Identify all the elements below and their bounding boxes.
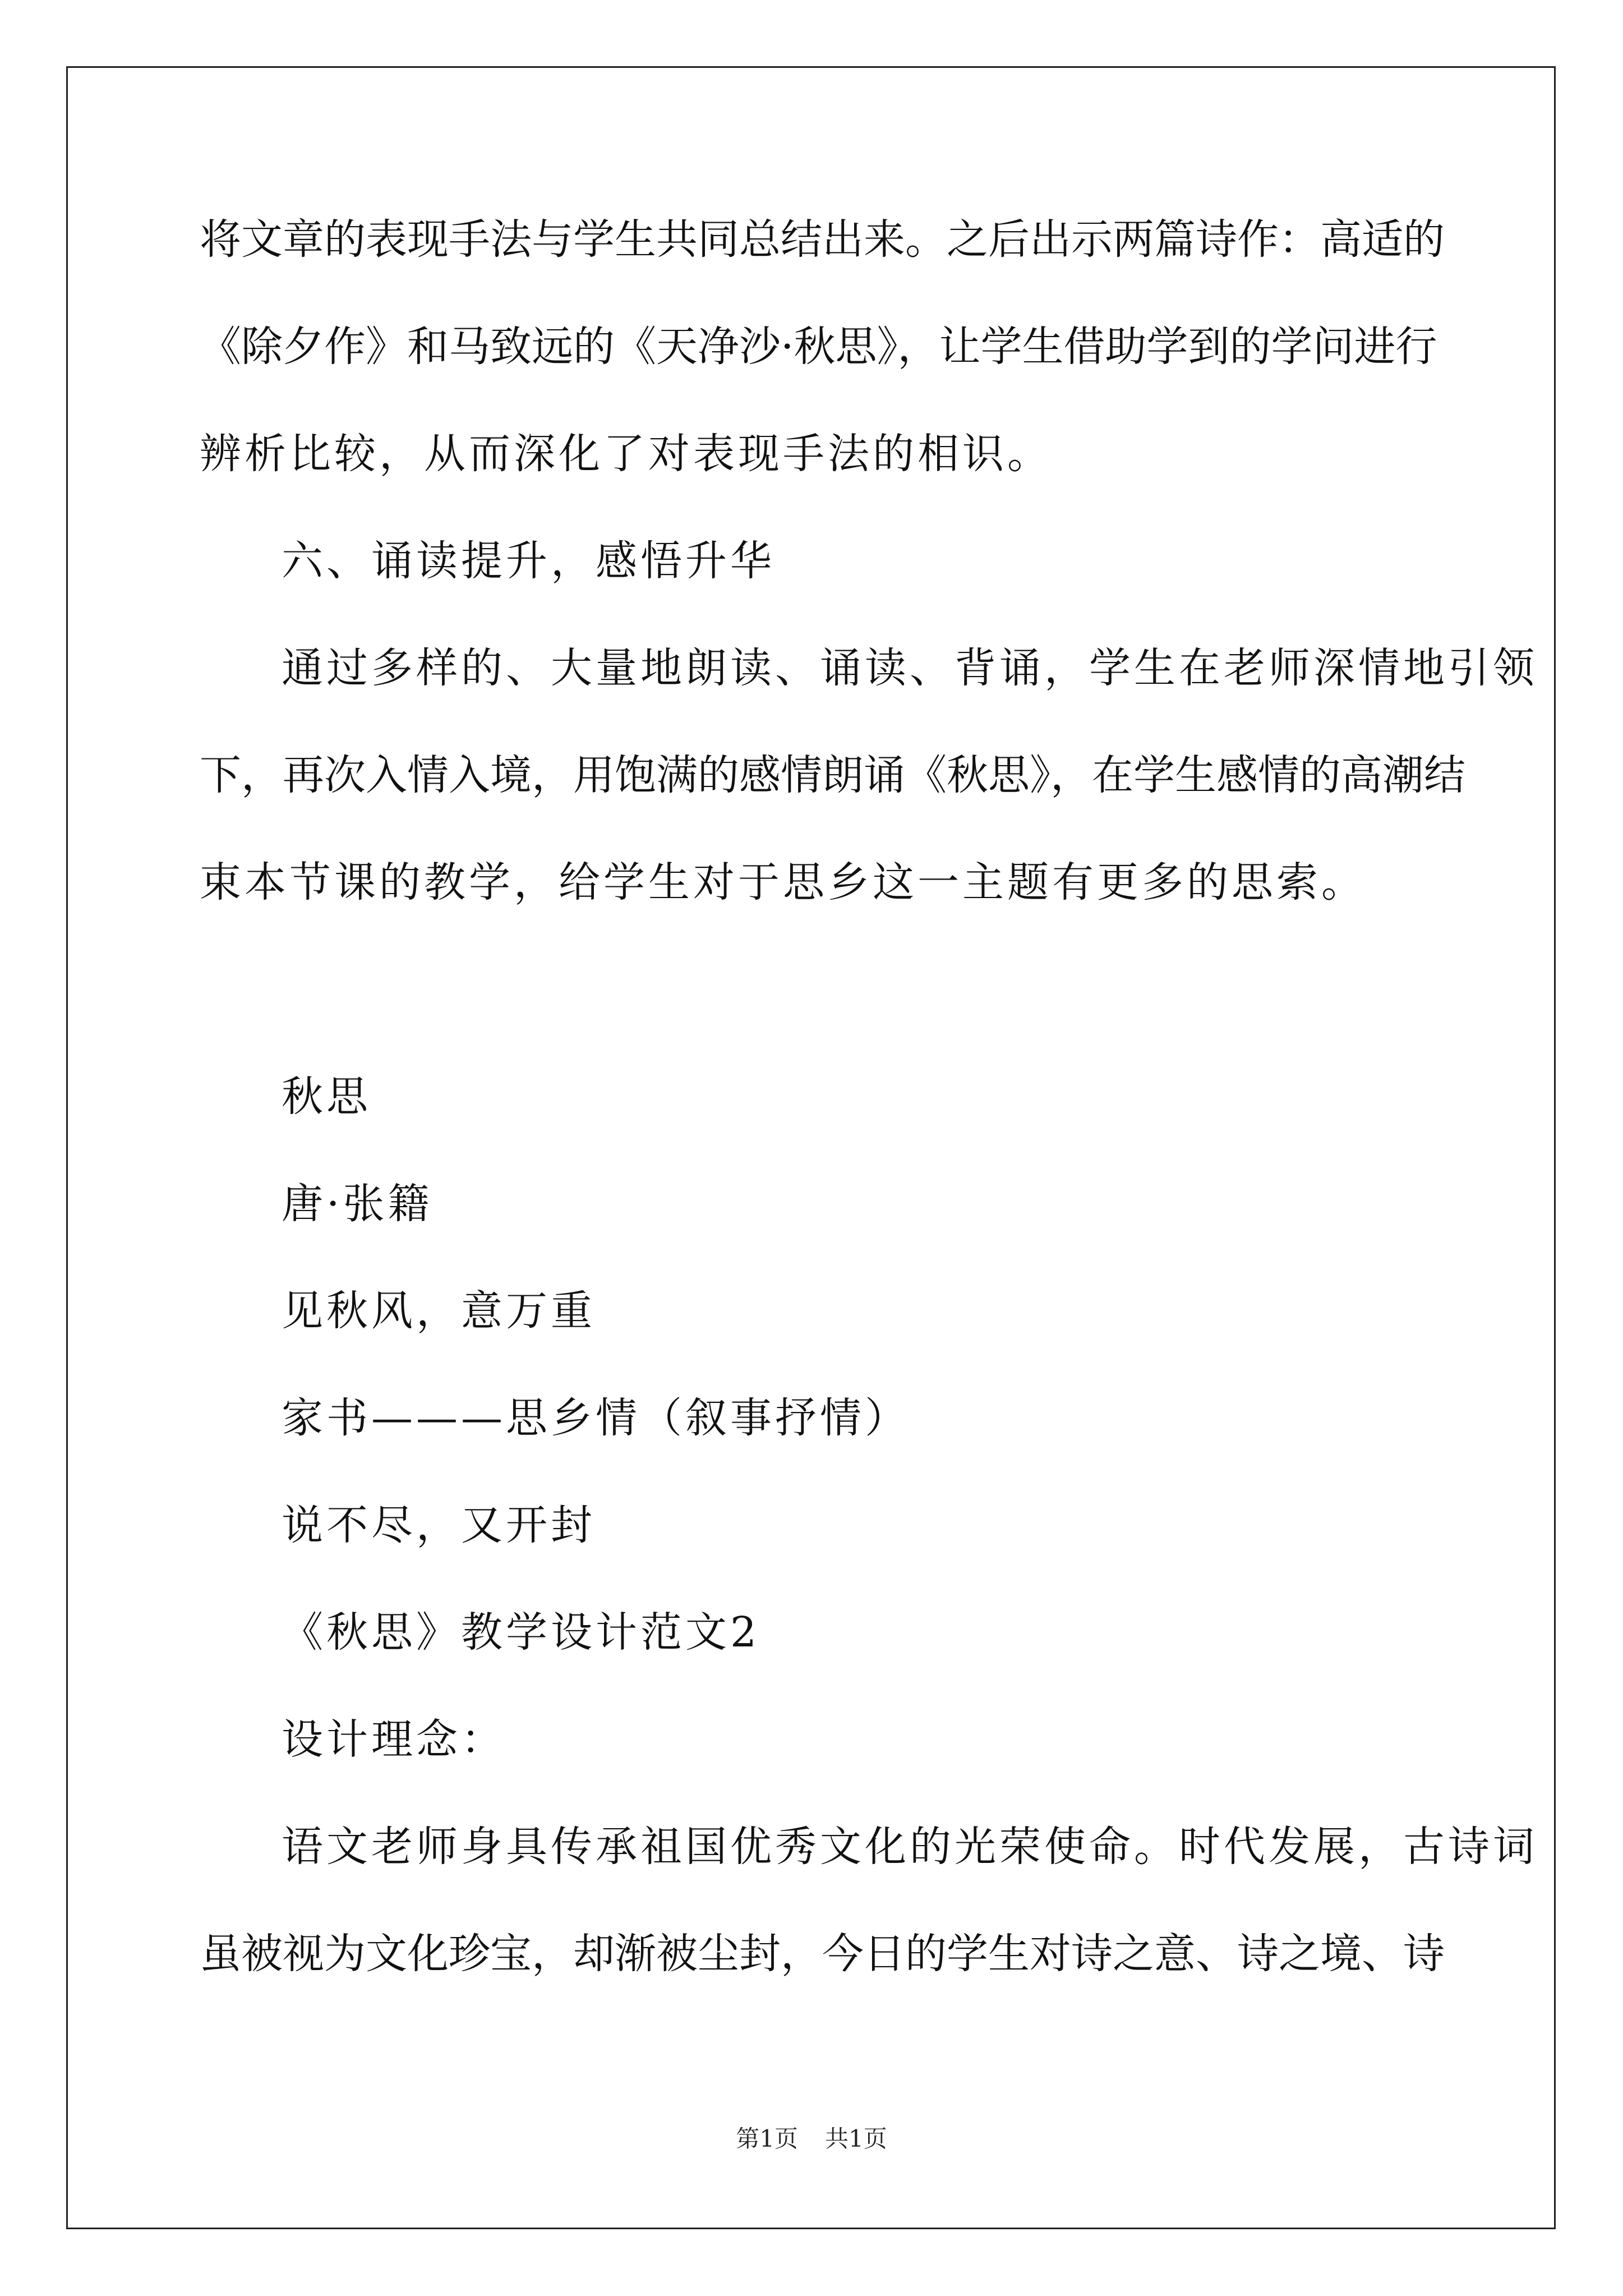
blackboard-line: 见秋风，意万重 xyxy=(282,1287,596,1335)
paragraph-line: 通过多样的、大量地朗读、诵读、背诵，学生在老师深情地引领 xyxy=(282,644,1538,692)
blank-gap xyxy=(200,969,1433,1076)
blackboard-line: 家书———思乡情（叙事抒情） xyxy=(282,1394,910,1442)
page-footer xyxy=(0,2125,1623,2153)
poem-author: 唐·张籍 xyxy=(282,1180,433,1228)
section-title: 《秋思》教学设计范文2 xyxy=(282,1608,760,1657)
paragraph-line: 辨析比较，从而深化了对表现手法的相识。 xyxy=(200,430,1052,478)
blackboard-line: 说不尽，又开封 xyxy=(282,1501,596,1549)
paragraph-line: 下，再次入情入境，用饱满的感情朗诵《秋思》，在学生感情的高潮结 xyxy=(200,751,1465,799)
section-heading: 六、诵读提升，感悟升华 xyxy=(282,537,775,585)
paragraph-line: 虽被视为文化珍宝，却渐被尘封，今日的学生对诗之意、诗之境、诗 xyxy=(200,1930,1445,1978)
paragraph-line: 束本节课的教学，给学生对于思乡这一主题有更多的思索。 xyxy=(200,858,1366,907)
section-heading: 设计理念： xyxy=(282,1715,506,1764)
document-body xyxy=(200,215,1538,2040)
page-total: 共1页 xyxy=(825,2125,887,2152)
poem-title: 秋思 xyxy=(282,1073,371,1121)
page-number: 第1页 xyxy=(736,2125,798,2152)
paragraph-line: 《除夕作》和马致远的《天净沙·秋思》，让学生借助学到的学问进行 xyxy=(200,323,1437,371)
paragraph-line: 将文章的表现手法与学生共同总结出来。之后出示两篇诗作：高适的 xyxy=(200,215,1445,264)
paragraph-line: 语文老师身具传承祖国优秀文化的光荣使命。时代发展，古诗词 xyxy=(282,1823,1538,1871)
